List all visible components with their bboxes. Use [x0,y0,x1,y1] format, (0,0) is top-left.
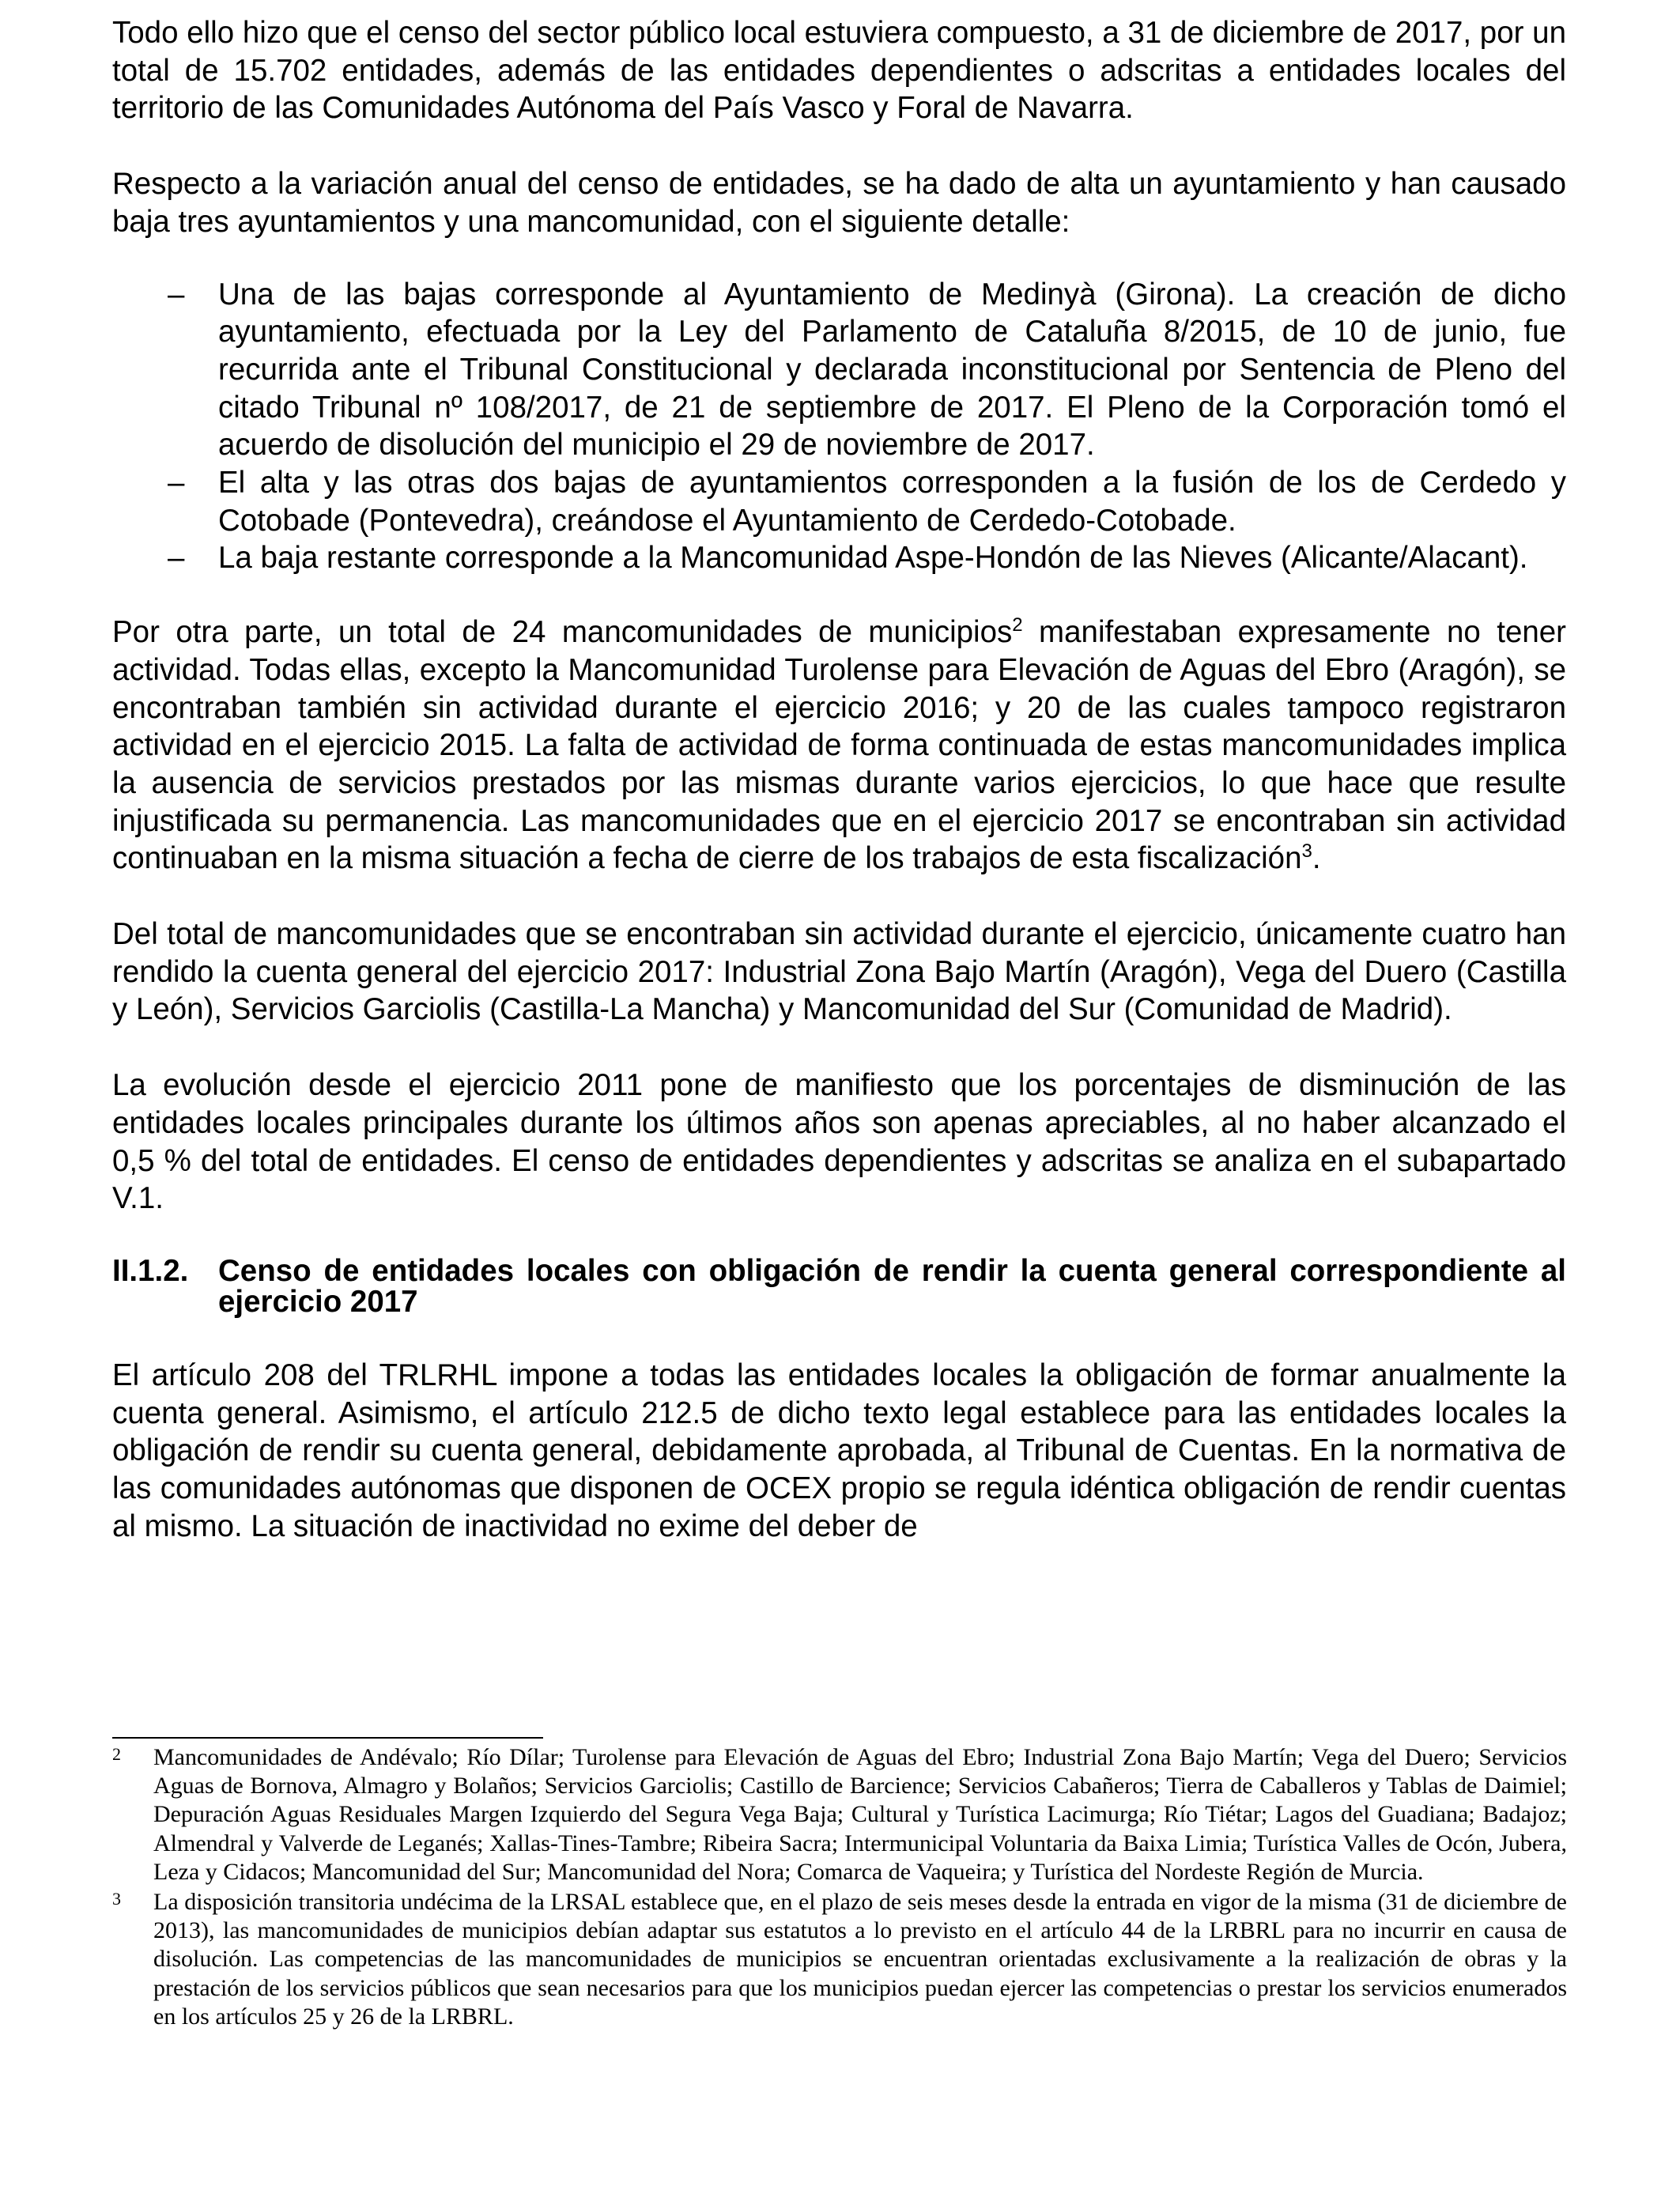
list-item [112,464,1566,539]
footnote-text: Mancomunidades de Andévalo; Río Dílar; Turolense para Elevación de Aguas del Ebro; Industrial Zona Bajo Martín; Vega del Duero; Servicios Aguas de Bornova, Almagro y Bolaños; Servicios Garciolis; Castillo de Barcience; Servicios Cabañeros; Tierra de Caballeros y Tablas de Daimiel; Depuración Aguas Residuales Margen Izquierdo del Segura Vega Baja; Cultural y Turística Lacimurga; Río Tiétar; Lagos del Guadiana; Badajoz; Almendral y Valverde de Leganés; Xallas-Tines-Tambre; Ribeira Sacra; Intermunicipal Voluntaria da Baixa Limia; Turística Valles de Ocón, Jubera, Leza y Cidacos; Mancomunidad del Sur; Mancomunidad del Nora; Comarca de Vaqueira; y Turística del Nordeste Región de Murcia. [153,1744,1567,1885]
dash-marker: – [168,541,185,576]
section-number: II.1.2. [112,1253,189,1288]
paragraph-census-total: Todo ello hizo que el censo del sector público local estuviera compuesto, a 31 de diciembre de 2017, por un total de 15.702 entidades, además de las entidades dependientes o adscritas a entidades locales del territorio de las Comunidades Autónoma del País Vasco y Foral de Navarra. [112,16,1566,126]
footnote-number: 2 [112,1744,121,1764]
list-item [112,276,1566,465]
text-run: . [1312,841,1321,876]
footnote-separator [112,1737,543,1739]
section-title: Censo de entidades locales con obligación de rendir la cuenta general correspondiente al ejercicio 2017 [218,1253,1566,1319]
footnote-2 [112,1743,1567,1886]
list-item-text: La baja restante corresponde a la Mancomunidad Aspe-Hondón de las Nieves (Alicante/Alacant). [218,541,1528,576]
dash-marker: – [168,277,185,312]
footnote-text: La disposición transitoria undécima de la LRSAL establece que, en el plazo de seis meses desde la entrada en vigor de la misma (31 de diciembre de 2013), las mancomunidades de municipios debían adaptar sus estatutos a lo previsto en el artículo 44 de la LRBRL para no incurrir en causa de disolución. Las competencias de las mancomunidades de municipios se encuentran orientadas exclusivamente a la realización de obras y la prestación de los servicios públicos que sean necesarios para que los municipios puedan ejercer las competencias o prestar los servicios enumerados en los artículos 25 y 26 de la LRBRL. [153,1889,1567,2030]
footnote-ref-2[interactable]: 2 [1012,614,1023,636]
list-item-text: Una de las bajas corresponde al Ayuntamiento de Medinyà (Girona). La creación de dicho ayuntamiento, efectuada por la Ley del Parlamento de Cataluña 8/2015, de 10 de junio, fue recurrida ante el Tribunal Constitucional y declarada inconstitucional por Sentencia de Pleno del citado Tribunal nº 108/2017, de 21 de septiembre de 2017. El Pleno de la Corporación tomó el acuerdo de disolución del municipio el 29 de noviembre de 2017. [218,277,1566,463]
variation-detail-list [112,276,1566,578]
footnote-number: 3 [112,1889,121,1909]
footnote-3 [112,1888,1567,2031]
paragraph-obligation: El artículo 208 del TRLRHL impone a todas las entidades locales la obligación de formar anualmente la cuenta general. Asimismo, el artículo 212.5 de dicho texto legal establece para las entidades locales la obligación de rendir su cuenta general, debidamente aprobada, al Tribunal de Cuentas. En la normativa de las comunidades autónomas que disponen de OCEX propio se regula idéntica obligación de rendir cuentas al mismo. La situación de inactividad no exime del deber de [112,1358,1566,1543]
section-heading [112,1253,1566,1319]
paragraph-annual-variation: Respecto a la variación anual del censo de entidades, se ha dado de alta un ayuntamiento y han causado baja tres ayuntamientos y una mancomunidad, con el siguiente detalle: [112,167,1566,239]
list-item-text: El alta y las otras dos bajas de ayuntamientos corresponden a la fusión de los de Cerdedo y Cotobade (Pontevedra), creándose el Ayuntamiento de Cerdedo-Cotobade. [218,466,1566,538]
paragraph-evolution: La evolución desde el ejercicio 2011 pone de manifiesto que los porcentajes de disminución de las entidades locales principales durante los últimos años son apenas apreciables, al no haber alcanzado el 0,5 % del total de entidades. El censo de entidades dependientes y adscritas se analiza en el subapartado V.1. [112,1068,1566,1216]
paragraph-inactive-mancomunidades [112,614,1566,878]
text-run: manifestaban expresamente no tener actividad. Todas ellas, excepto la Mancomunidad Turolense para Elevación de Aguas del Ebro (Aragón), se encontraban también sin actividad durante el ejercicio 2016; y 20 de las cuales tampoco registraron actividad en el ejercicio 2015. La falta de actividad de forma continuada de estas mancomunidades implica la ausencia de servicios prestados por las mismas durante varios ejercicios, lo que hace que resulte injustificada su permanencia. Las mancomunidades que en el ejercicio 2017 se encontraban sin actividad continuaban en la misma situación a fecha de cierre de los trabajos de esta fiscalización [112,615,1566,876]
footnote-ref-3[interactable]: 3 [1301,840,1312,863]
paragraph-rendered-accounts: Del total de mancomunidades que se encontraban sin actividad durante el ejercicio, únicamente cuatro han rendido la cuenta general del ejercicio 2017: Industrial Zona Bajo Martín (Aragón), Vega del Duero (Castilla y León), Servicios Garciolis (Castilla-La Mancha) y Mancomunidad del Sur (Comunidad de Madrid). [112,917,1566,1027]
dash-marker: – [168,466,185,500]
text-run: Por otra parte, un total de 24 mancomunidades de municipios [112,615,1013,650]
footnotes [112,1743,1567,2031]
list-item [112,539,1566,577]
